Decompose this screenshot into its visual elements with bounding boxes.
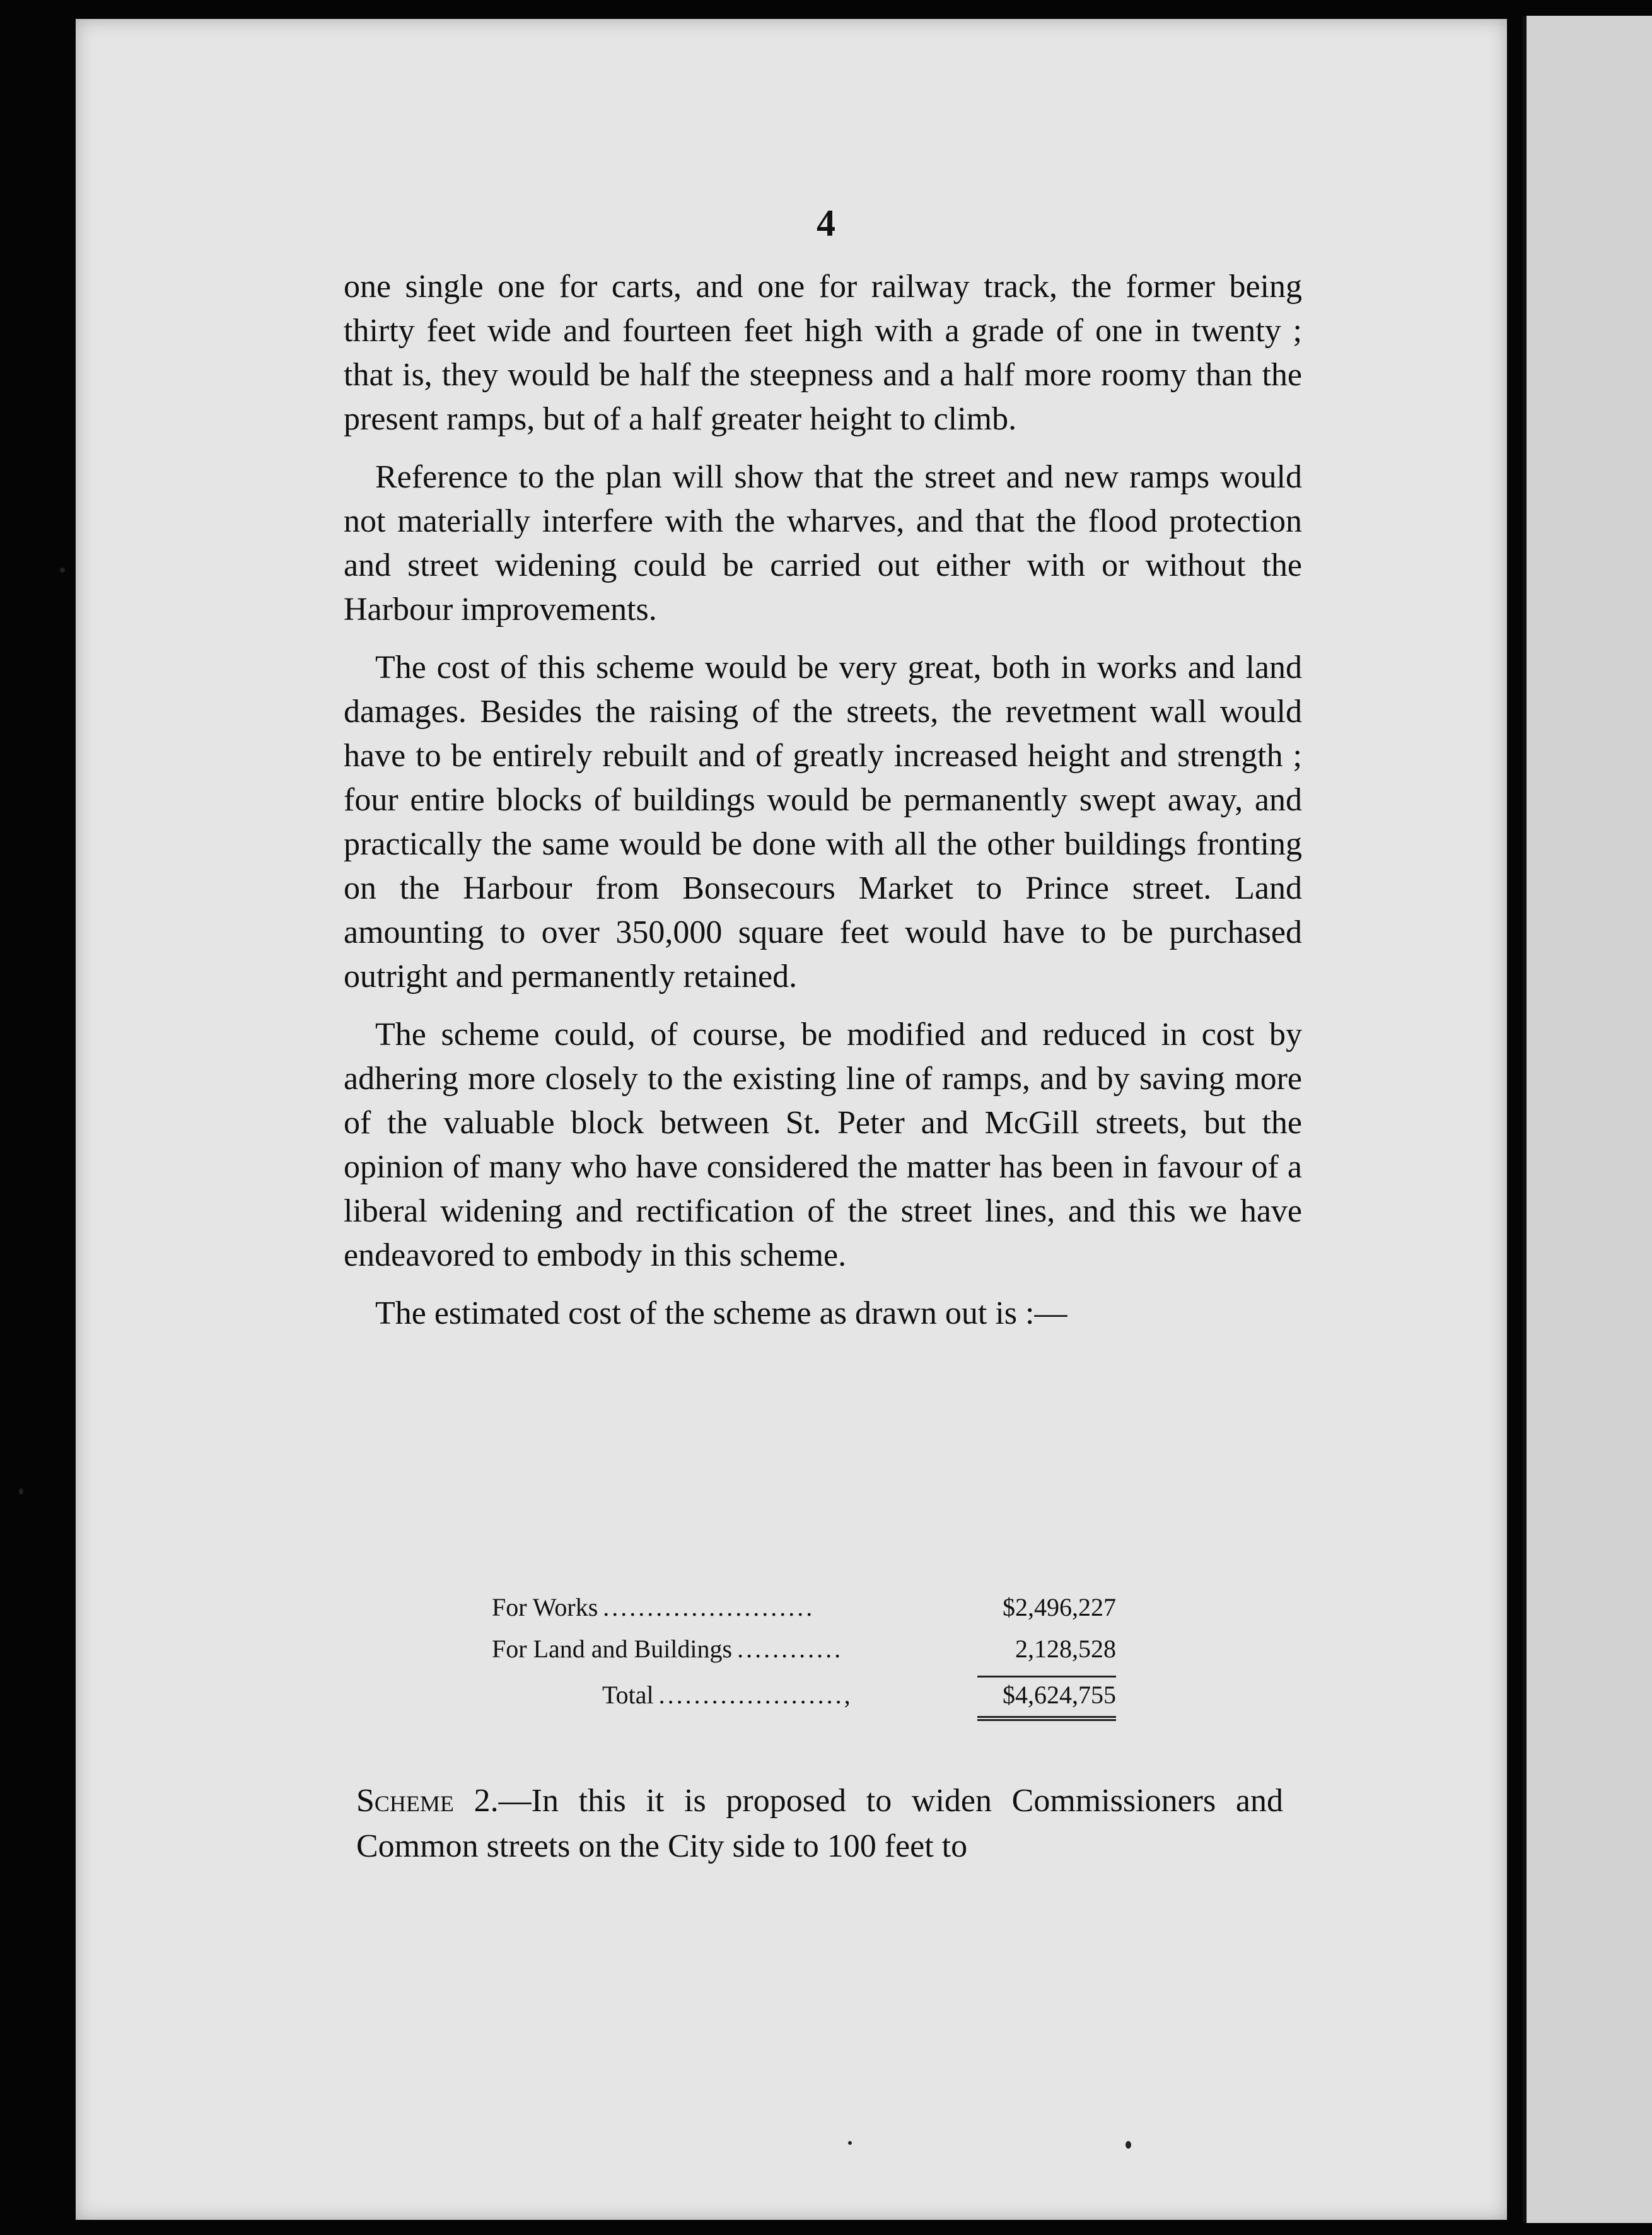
cost-estimate-table bbox=[492, 1592, 1116, 1717]
scan-speck bbox=[60, 568, 65, 573]
scheme-2-paragraph bbox=[356, 1778, 1283, 1869]
body-text bbox=[344, 265, 1302, 1350]
cost-row-works bbox=[492, 1592, 1116, 1634]
paragraph-1: one single one for carts, and one for railway track, the former being thirty feet wide and fourteen feet high with a grade of one in twenty ; that is, they would be half the steepness and a half more roomy than the present ramps, but of a half greater height to climb. bbox=[344, 269, 1302, 437]
scan-speck bbox=[1126, 2141, 1131, 2149]
page-number: 4 bbox=[817, 202, 835, 244]
scheme-2-heading: Scheme 2. bbox=[356, 1783, 499, 1819]
leader-dots: ....................., bbox=[658, 1681, 853, 1709]
cost-label: For Land and Buildings bbox=[492, 1635, 733, 1663]
leader-dots: ........................ bbox=[603, 1593, 815, 1621]
cost-amount: $2,496,227 bbox=[1003, 1593, 1116, 1621]
next-page-edge bbox=[1523, 16, 1652, 2223]
cost-amount: 2,128,528 bbox=[1015, 1635, 1116, 1663]
cost-label: Total bbox=[602, 1681, 654, 1709]
scan-speck bbox=[19, 1488, 23, 1495]
paragraph-2: Reference to the plan will show that the street and new ramps would not materially interfere with the wharves, and that the flood protection and street widening could be carried out either with or without the Harbour improvements. bbox=[344, 459, 1302, 627]
cost-row-land bbox=[492, 1634, 1116, 1676]
scheme-2-text: —In this it is proposed to widen Commissioners and Common streets on the City side to 100 feet to bbox=[356, 1783, 1284, 1864]
cost-total-amount: $4,624,755 bbox=[977, 1676, 1116, 1721]
leader-dots: ............ bbox=[737, 1635, 844, 1663]
scan-speck bbox=[848, 2141, 852, 2145]
cost-row-total bbox=[492, 1676, 1116, 1717]
paragraph-5: The estimated cost of the scheme as drawn out is :— bbox=[375, 1295, 1067, 1331]
paragraph-3: The cost of this scheme would be very great, both in works and land damages. Besides the raising of the streets, the revetment wall would have to be entirely rebuilt and of greatly increased height and strength ; four entire blocks of buildings would be permanently swept away, and practically the same would be done with all the other buildings fronting on the Harbour from Bonsecours Market to Prince street. Land amounting to over 350,000 square feet would have to be purchased outright and permanently retained. bbox=[344, 650, 1302, 995]
paragraph-4: The scheme could, of course, be modified and reduced in cost by adhering more closely to the existing line of ramps, and by saving more of the valuable block between St. Peter and McGill streets, but the opinion of many who have considered the matter has been in favour of a liberal widening and rectification of the street lines, and this we have endeavored to embody in this scheme. bbox=[344, 1017, 1302, 1273]
cost-label: For Works bbox=[492, 1593, 598, 1621]
